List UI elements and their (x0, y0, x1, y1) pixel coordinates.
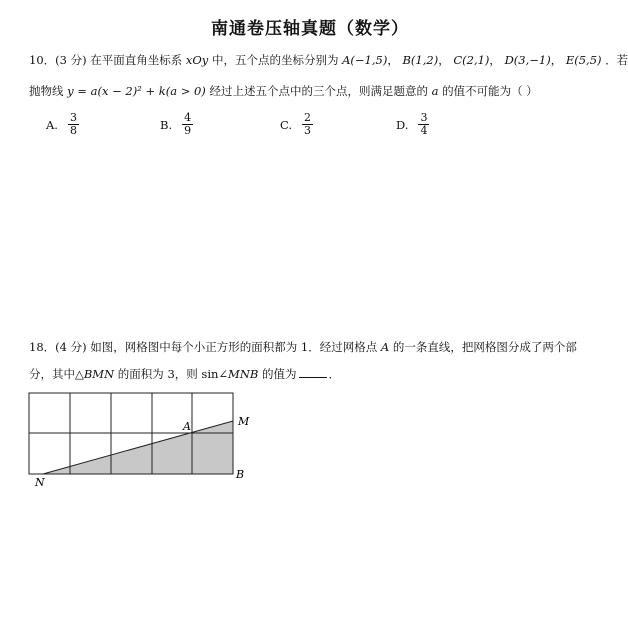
label-m: M (238, 415, 250, 428)
label-n: N (35, 476, 45, 489)
q10-line-2 (29, 83, 538, 99)
fraction-denominator: 9 (184, 124, 192, 137)
q10-stem-end: ．若 (605, 53, 628, 67)
q10-point-e: E(5,5) (565, 53, 602, 67)
option-label: A. (46, 117, 58, 132)
q10-a-variable: a (431, 84, 439, 98)
option-label: D. (396, 117, 409, 132)
q18-angle-mnb: MNB (228, 367, 259, 381)
fraction-numerator: 3 (420, 111, 428, 124)
page-title: 南通卷压轴真题（数学） (211, 19, 409, 39)
q10-point-d: D(3,−1) (504, 53, 551, 67)
q18-line2-end: 的值为 (262, 367, 297, 381)
option-fraction (68, 112, 79, 137)
q10-line-1: 10．(3 分) 在平面直角坐标系 xOy 中，五个点的坐标分别为 A(−1,5)， B(1,2)， C(2,1)， D(3,−1)， E(5,5) ．若 (29, 53, 628, 67)
label-b: B (236, 468, 245, 481)
fraction-denominator: 4 (420, 124, 428, 137)
q10-line2-end: 的值不可能为（ ） (442, 84, 538, 98)
q10-stem-mid: 中，五个点的坐标分别为 (211, 53, 339, 67)
q18-grid-figure (26, 388, 266, 488)
label-a: A (183, 420, 191, 433)
q10-coord-system: xOy (185, 53, 209, 67)
fraction-numerator: 2 (304, 111, 312, 124)
q10-option-b[interactable] (160, 112, 193, 137)
q10-point-a: A(−1,5) (342, 53, 388, 67)
q10-stem-prefix: 10．(3 分) 在平面直角坐标系 (29, 53, 183, 67)
q10-option-d[interactable] (396, 112, 429, 137)
q18-line2-period: ． (328, 367, 340, 381)
q10-point-c: C(2,1) (453, 53, 490, 67)
fraction-denominator: 8 (69, 124, 77, 137)
fraction-denominator: 3 (304, 124, 312, 137)
option-label: B. (160, 117, 173, 132)
q10-point-b: B(1,2) (402, 53, 439, 67)
q10-equation: y = a(x − 2)² + k(a > 0) (67, 84, 206, 98)
answer-blank[interactable] (299, 366, 327, 378)
q18-line2-prefix: 分，其中△ (29, 367, 84, 381)
q18-line-2 (29, 366, 340, 382)
option-fraction (418, 112, 429, 137)
fraction-numerator: 4 (184, 111, 192, 124)
q18-line2-mid: 的面积为 3，则 sin∠ (117, 367, 229, 381)
option-label: C. (280, 117, 293, 132)
q18-point-a: A (380, 340, 390, 354)
q10-option-c[interactable] (280, 112, 313, 137)
q18-triangle-bmn: BMN (83, 367, 115, 381)
q10-option-a[interactable] (46, 112, 79, 137)
q10-line2-mid: 经过上述五个点中的三个点，则满足题意的 (209, 84, 428, 98)
q18-stem-prefix: 18．(4 分) 如图，网格图中每个小正方形的面积都为 1．经过网格点 (29, 340, 378, 354)
fraction-numerator: 3 (69, 111, 77, 124)
option-fraction (302, 112, 313, 137)
option-fraction (182, 112, 193, 137)
q10-line2-prefix: 抛物线 (29, 84, 64, 98)
q18-line-1 (29, 339, 577, 355)
q18-stem-end: 的一条直线，把网格图分成了两个部 (392, 340, 577, 354)
